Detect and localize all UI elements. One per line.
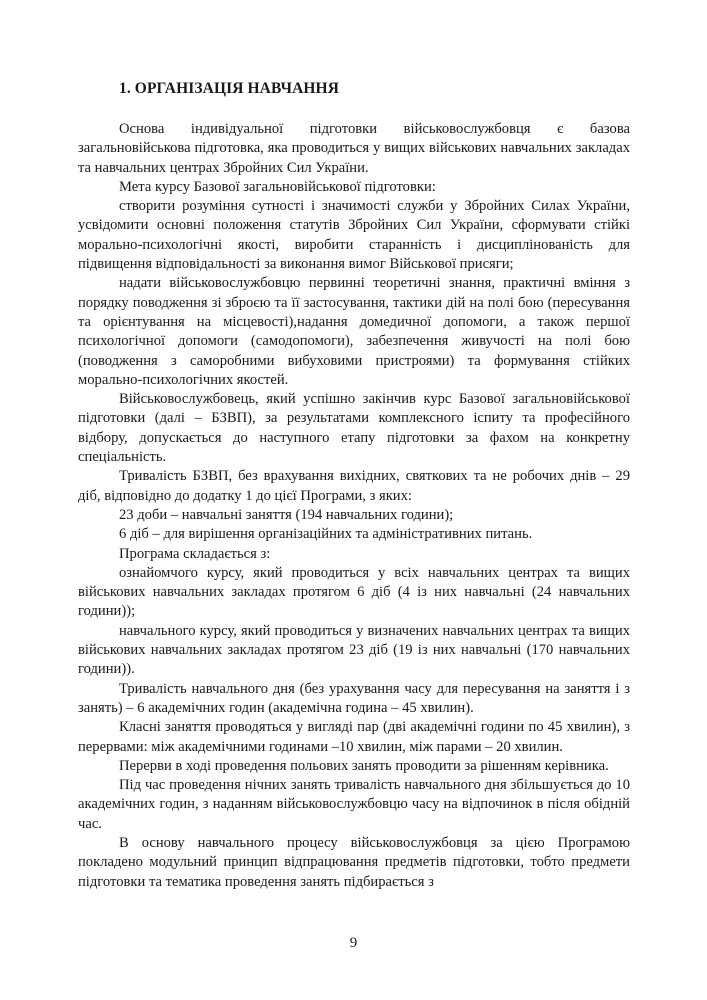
paragraph: Тривалість навчального дня (без урахування часу для пересування на заняття і з занять) – 6 академічних годин (академічна година – 45 хвилин). <box>78 680 630 716</box>
paragraph: Програма складається з: <box>119 545 271 562</box>
paragraph: Мета курсу Базової загальновійськової підготовки: <box>119 178 436 195</box>
section-heading: 1. ОРГАНІЗАЦІЯ НАВЧАННЯ <box>119 80 340 97</box>
paragraph: Перерви в ході проведення польових занять проводити за рішенням керівника. <box>119 757 609 774</box>
paragraph: Класні заняття проводяться у вигляді пар (дві академічні години по 45 хвилин), з перервами: між академічними годинами –10 хвилин, між парами – 20 хвилин. <box>78 719 630 755</box>
paragraph: створити розуміння сутності і значимості служби у Збройних Силах України, усвідомити основні положення статутів Збройних Сил України, сформувати стійкі морально-психологічні якості, виробити старанність і дисциплінованість для підвищення відповідальності за виконання вимог Військової присяги; <box>78 198 630 273</box>
paragraph: надати військовослужбовцю первинні теоретичні знання, практичні вміння з порядку поводження зі зброєю та її застосування, тактики дій на полі бою (пересування та орієнтування на місцевості),надання домедичної допомоги, а також першої психологічної допомоги (самодопомоги), забезпечення живучості на полі бою (поводження з саморобними вибуховими пристроями) та формування стійких морально-психологічних якостей. <box>78 275 630 388</box>
paragraph: Під час проведення нічних занять тривалість навчального дня збільшується до 10 академічних годин, з наданням військовослужбовцю часу на відпочинок в після обідній час. <box>78 777 630 832</box>
document-page <box>78 80 630 892</box>
paragraph: В основу навчального процесу військовослужбовця за цією Програмою покладено модульний принцип відпрацювання предметів підготовки, тобто предмети підготовки та тематика проведення занять підбирається з <box>78 834 630 890</box>
paragraph: Основа індивідуальної підготовки військовослужбовця є базова загальновійськова підготовка, яка проводиться у вищих військових навчальних закладах та навчальних центрах Збройних Сил України. <box>78 121 630 176</box>
page-number: 9 <box>349 935 358 951</box>
paragraph: Тривалість БЗВП, без врахування вихідних, святкових та не робочих днів – 29 діб, відповідно до додатку 1 до цієї Програми, з яких: <box>78 468 630 504</box>
paragraph: 6 діб – для вирішення організаційних та адміністративних питань. <box>119 526 533 543</box>
paragraph: 23 доби – навчальні заняття (194 навчальних години); <box>119 506 454 523</box>
paragraph: ознайомчого курсу, який проводиться у всіх навчальних центрах та вищих військових навчальних закладах протягом 6 діб (4 із них навчальні (24 навчальних години)); <box>78 564 630 620</box>
paragraph: навчального курсу, який проводиться у визначених навчальних центрах та вищих військових навчальних закладах протягом 23 діб (19 із них навчальні (170 навчальних години)). <box>78 622 630 678</box>
paragraph: Військовослужбовець, який успішно закінчив курс Базової загальновійськової підготовки (далі – БЗВП), за результатами комплексного іспиту та професійного відбору, допускається до наступного етапу підготовки за фахом на конкретну спеціальність. <box>78 391 630 466</box>
